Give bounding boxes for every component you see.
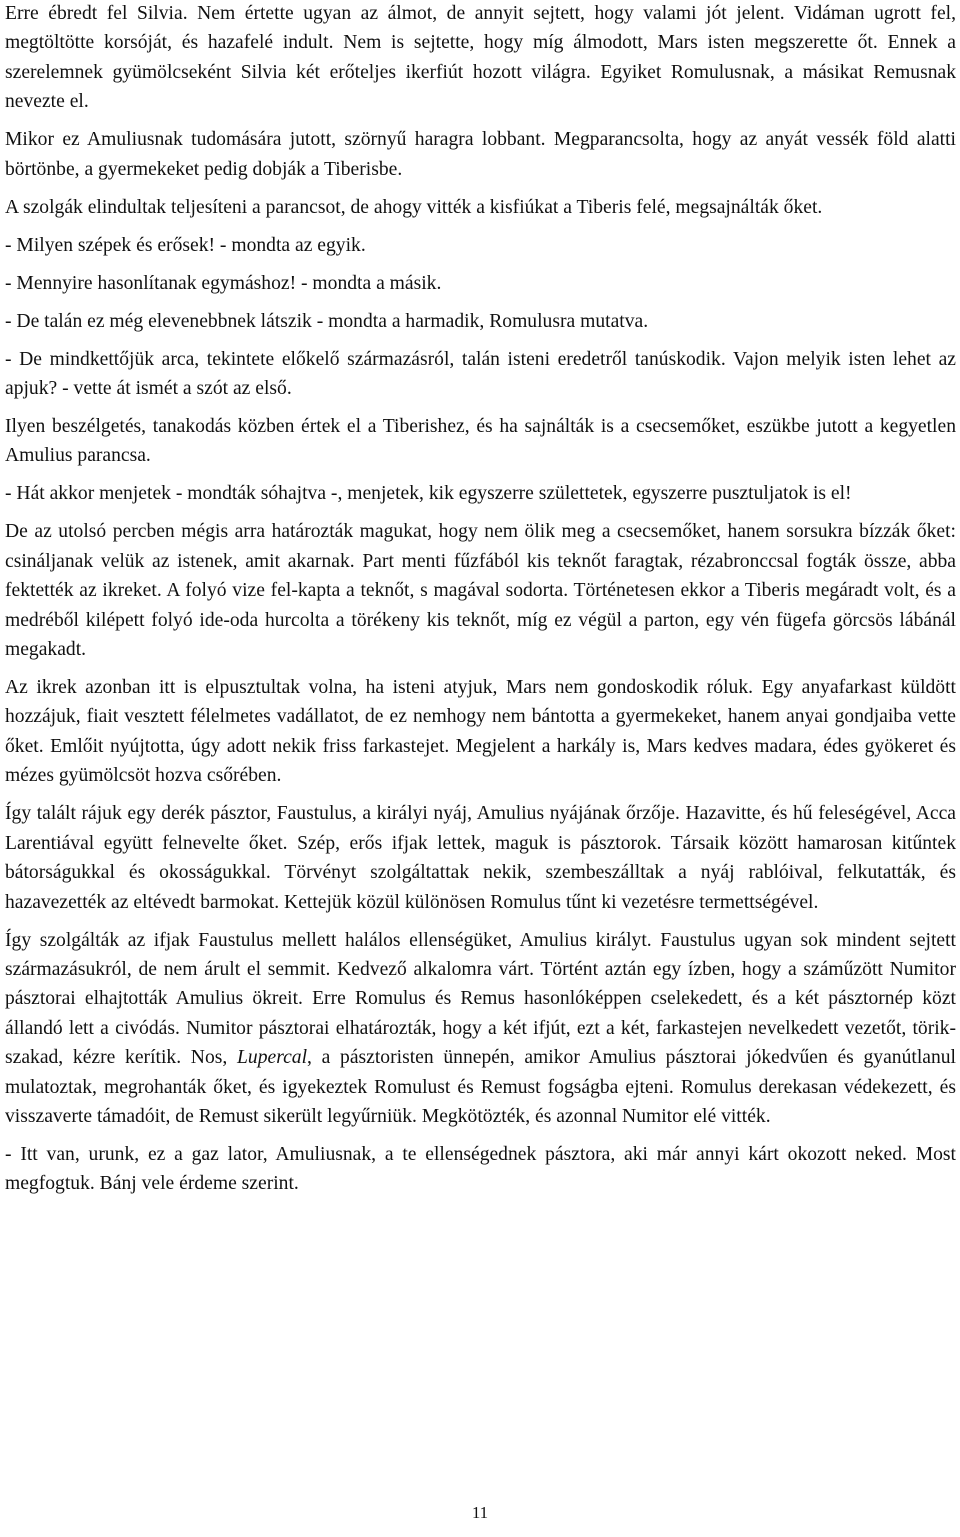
paragraph-5: - Mennyire hasonlítanak egymáshoz! - mondta a másik.	[5, 272, 442, 294]
page-number: 11	[471, 1503, 489, 1522]
paragraph-13-after: , a pásztoristen ünnepén, amikor Amulius pásztorai jókedvűen és gyanútlanul mulatoztak, megrohanták őket, és igyekeztek Romulust és Remust fogságba ejteni. Romulus derekasan védekezett, és visszaverte támadóit, de Remust sikerült legyűrniük. Megkötözték, és azonnal Numitor elé vitték.	[5, 1047, 956, 1127]
paragraph-12: Így talált rájuk egy derék pásztor, Faustulus, a királyi nyáj, Amulius nyájának őrzője. Hazavitte, és hű feleségével, Acca Larentiával együtt felnevelte őket. Szép, erős ifjak lettek, maguk is pásztorok. Társaik között hamarosan kitűntek bátorságukkal és okosságukkal. Törvényt szolgáltattak nekik, szembeszálltak a nyáj rablóival, felkutatták, és hazavezették az eltévedt barmokat. Kettejük közül különösen Romulus tűnt ki vezetésre termettségével.	[5, 803, 956, 913]
paragraph-10: De az utolsó percben mégis arra határozták magukat, hogy nem ölik meg a csecsemőket, hanem sorsukra bízzák őket: csináljanak velük az istenek, amit akarnak. Part menti fűzfából kis teknőt faragtak, rézabronccsal fogták össze, abba fektették az ikreket. A folyó vize fel-kapta a teknőt, s magával sodorta. Történetesen ekkor a Tiberis megáradt volt, és a medréből kilépett folyó ide-oda hurcolta a törékeny kis teknőt, míg ez végül a parton, egy vén fügefa görcsös lábánál megakadt.	[5, 521, 956, 661]
paragraph-6: - De talán ez még elevenebbnek látszik - mondta a harmadik, Romulusra mutatva.	[5, 310, 649, 332]
paragraph-14: - Itt van, urunk, ez a gaz lator, Amuliusnak, a te ellenségednek pásztora, aki már annyi kárt okozott neked. Most megfogtuk. Bánj vele érdeme szerint.	[5, 1143, 956, 1195]
lupercal-italic: Lupercal	[237, 1047, 308, 1069]
paragraph-13-before: Így szolgálták az ifjak Faustulus mellett halálos ellenségüket, Amulius királyt. Faustulus ugyan sok mindent sejtett származásukról, de nem árult el semmit. Kedvező alkalomra várt. Történt aztán egy ízben, hogy a száműzött Numitor pásztorai elhajtották Amulius ökreit. Erre Romulus és Remus hasonlóképpen cselekedett, és a két pásztornép közt állandó lett a civódás. Numitor pásztorai elhatározták, hogy a két ifjút, ezt a két, farkastejen nevelkedett vezetőt, törik-szakad, kézre kerítik. Nos,	[5, 929, 956, 1069]
paragraph-2: Mikor ez Amuliusnak tudomására jutott, szörnyű haragra lobbant. Megparancsolta, hogy az anyát vessék föld alatti börtönbe, a gyermekeket pedig dobják a Tiberisbe.	[5, 129, 956, 180]
paragraph-7: - De mindkettőjük arca, tekintete előkelő származásról, talán isteni eredetről tanúskodik. Vajon melyik isten lehet az apjuk? - vette át ismét a szót az első.	[5, 348, 956, 400]
document-page	[5, 0, 956, 1207]
paragraph-13	[5, 926, 956, 1132]
paragraph-8: Ilyen beszélgetés, tanakodás közben értek el a Tiberishez, és ha sajnálták is a csecsemőket, eszükbe jutott a kegyetlen Amulius parancsa.	[5, 416, 956, 467]
paragraph-3: A szolgák elindultak teljesíteni a parancsot, de ahogy vitték a kisfiúkat a Tiberis felé, megsajnálták őket.	[5, 196, 823, 218]
paragraph-4: - Milyen szépek és erősek! - mondta az egyik.	[5, 234, 366, 256]
paragraph-1: Erre ébredt fel Silvia. Nem értette ugyan az álmot, de annyit sejtett, hogy valami jót jelent. Vidáman ugrott fel, megtöltötte korsóját, és hazafelé indult. Nem is sejtette, hogy míg álmodott, Mars isten megszerette őt. Ennek a szerelemnek gyümölcseként Silvia két erőteljes ikerfiút hozott világra. Egyiket Romulusnak, a másikat Remusnak nevezte el.	[5, 3, 956, 113]
paragraph-9: - Hát akkor menjetek - mondták sóhajtva -, menjetek, kik egyszerre születtetek, egyszerre pusztuljatok is el!	[5, 483, 852, 505]
paragraph-11: Az ikrek azonban itt is elpusztultak volna, ha isteni atyjuk, Mars nem gondoskodik róluk. Egy anyafarkast küldött hozzájuk, fiait vesztett félelmetes vadállatot, de ez nemhogy nem bántotta a gyermekeket, hanem anyai gondjaiba vette őket. Emlőit nyújtotta, úgy adott nekik friss farkastejet. Megjelent a harkály is, Mars kedves madara, édes gyökeret és mézes gyümölcsöt hozva csőrében.	[5, 677, 956, 787]
